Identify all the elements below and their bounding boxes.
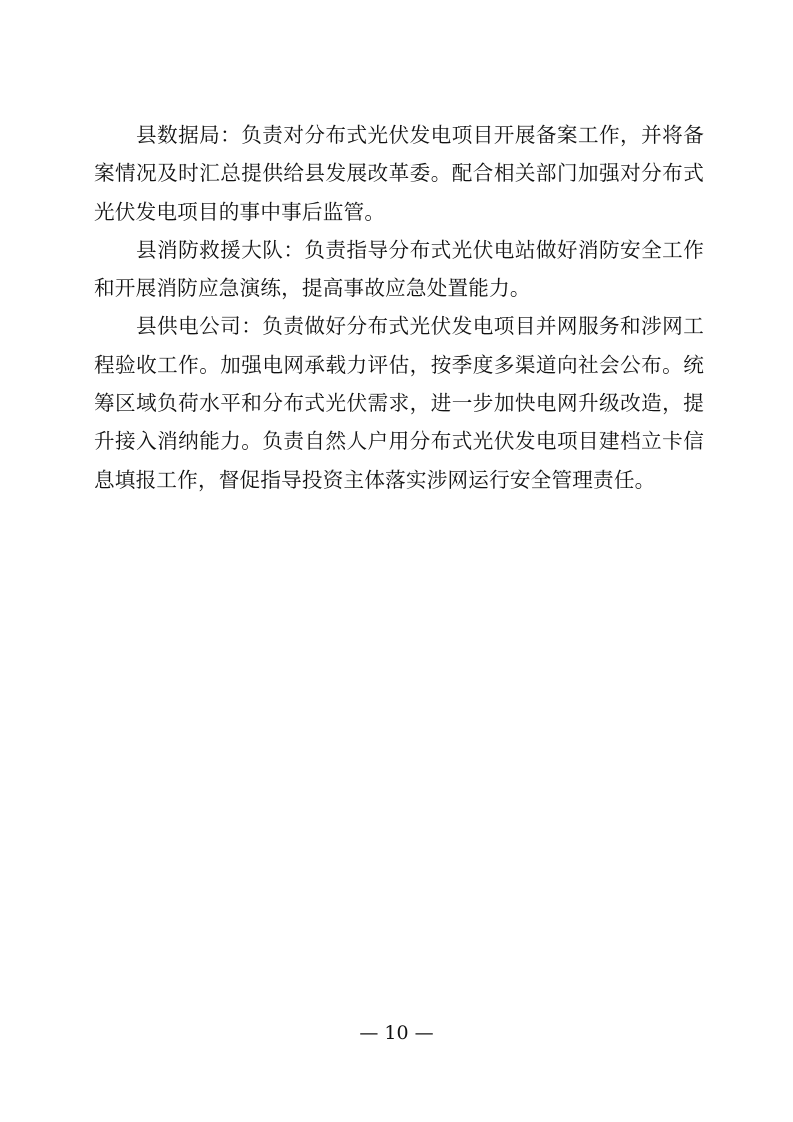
page-number: — 10 — xyxy=(359,1022,434,1044)
paragraph-fire-rescue: 县消防救援大队：负责指导分布式光伏电站做好消防安全工作和开展消防应急演练，提高事故应急处置能力。 xyxy=(94,237,704,301)
document-body xyxy=(94,116,704,499)
paragraph-data-bureau: 县数据局：负责对分布式光伏发电项目开展备案工作，并将备案情况及时汇总提供给县发展改革委。配合相关部门加强对分布式光伏发电项目的事中事后监管。 xyxy=(94,123,704,224)
paragraph-power-supply: 县供电公司：负责做好分布式光伏发电项目并网服务和涉网工程验收工作。加强电网承载力评估，按季度多渠道向社会公布。统筹区域负荷水平和分布式光伏需求，进一步加快电网升级改造，提升接入消纳能力。负责自然人户用分布式光伏发电项目建档立卡信息填报工作，督促指导投资主体落实涉网运行安全管理责任。 xyxy=(94,314,704,492)
